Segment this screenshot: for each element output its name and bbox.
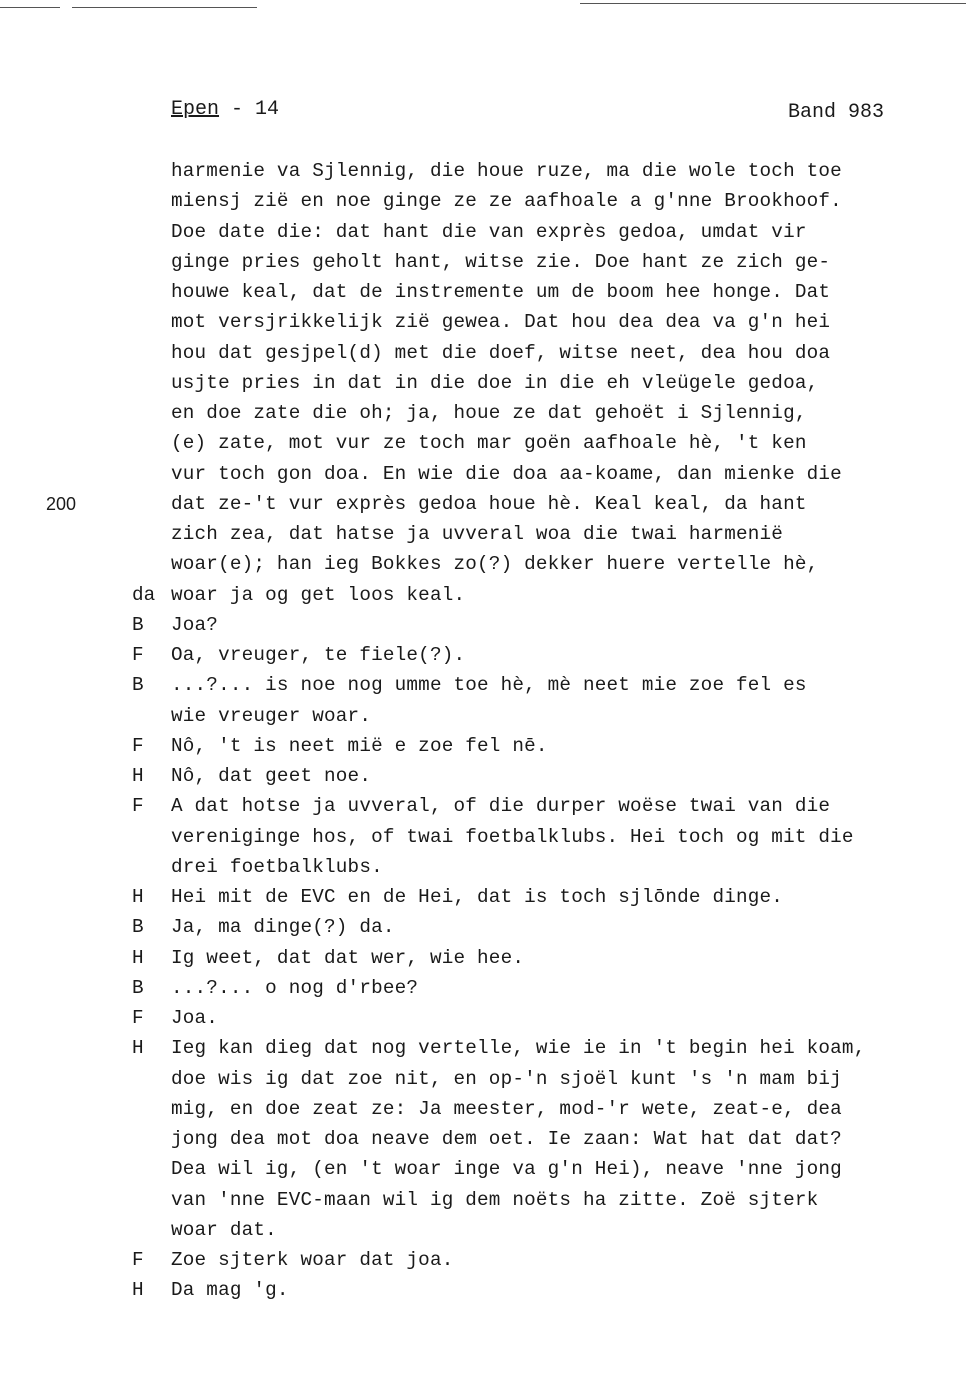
transcript-line: hou dat gesjpel(d) met die doef, witse neet, dea hou doa (171, 341, 831, 364)
transcript-line: jong dea mot doa neave dem oet. Ie zaan: Wat hat dat dat? (171, 1128, 842, 1150)
speaker-label: F (132, 644, 144, 666)
transcript-line: Ig weet, dat dat wer, wie hee. (171, 946, 525, 969)
transcript-line: Dea wil ig, (en 't woar inge va g'n Hei), neave 'nne jong (171, 1158, 842, 1181)
margin-line-number: 200 (46, 494, 77, 514)
header-page-number: - 14 (219, 98, 280, 121)
transcript-line: ginge pries geholt hant, witse zie. Doe hant ze zich ge- (171, 250, 831, 273)
transcript-line: doe wis ig dat zoe nit, en op-'n sjoël kunt 's 'n mam bij (171, 1067, 842, 1090)
speaker-label: H (132, 886, 144, 908)
transcript-line: Nô, 't is neet mië e zoe fel nē. (171, 734, 548, 757)
transcript-line: A dat hotse ja uvveral, of die durper woëse twai van die (171, 795, 831, 818)
transcript-line: drei foetbalklubs. (171, 855, 383, 878)
top-rule-middle (72, 7, 257, 8)
transcript-line: miensj zië en noe ginge ze ze aafhoale a g'nne Brookhoof. (171, 190, 842, 213)
speaker-label: H (132, 1279, 144, 1302)
transcript-line: Joa? (171, 613, 219, 636)
transcript-line: harmenie va Sjlennig, die houe ruze, ma die wole toch toe (171, 160, 842, 182)
speaker-label: B (132, 976, 144, 999)
speaker-label: F (132, 1249, 144, 1271)
speaker-label: B (132, 613, 144, 636)
transcript-line: en doe zate die oh; ja, houe ze dat gehoët i Sjlennig, (171, 402, 807, 424)
transcript-line: vur toch gon doa. En wie die doa aa-koame, dan mienke die (171, 462, 842, 485)
speaker-label: H (132, 765, 144, 787)
transcript-line: houwe keal, dat de instremente um de boom hee honge. Dat (171, 281, 831, 303)
top-rule-left (0, 7, 60, 8)
transcript-line: Ja, ma dinge(?) da. (171, 916, 395, 939)
speaker-label: B (132, 916, 144, 939)
transcript-line: ...?... is noe nog umme toe hè, mè neet mie zoe fel es (171, 674, 807, 697)
speaker-label: H (132, 946, 144, 969)
speaker-label: da (132, 583, 156, 606)
transcript-line: mig, en doe zeat ze: Ja meester, mod-'r wete, zeat-e, dea (171, 1097, 842, 1120)
speaker-label: H (132, 1037, 144, 1060)
transcript-line: ...?... o nog d'rbee? (171, 976, 419, 999)
transcript-line: Joa. (171, 1007, 219, 1029)
transcript-line: mot versjrikkelijk zië gewea. Dat hou dea dea va g'n hei (171, 311, 831, 334)
transcript-line: zich zea, dat hatse ja uvveral woa die twai harmenië (171, 523, 784, 545)
speaker-label: F (132, 734, 144, 757)
transcript-line: van 'nne EVC-maan wil ig dem noëts ha zitte. Zoë sjterk (171, 1188, 819, 1211)
page-header-right: Band 983 (788, 101, 885, 124)
transcript-line: vereniginge hos, of twai foetbalklubs. Hei toch og mit die (171, 825, 854, 848)
transcript-line: Doe date die: dat hant die van exprès gedoa, umdat vir (171, 220, 807, 243)
transcript-line: dat ze-'t vur exprès gedoa houe hè. Keal keal, da hant (171, 492, 807, 515)
transcript-line: Da mag 'g. (171, 1279, 289, 1302)
transcript-line: Hei mit de EVC en de Hei, dat is toch sjlōnde dinge. (171, 886, 784, 908)
speaker-label: F (132, 795, 144, 818)
transcript-line: woar dat. (171, 1218, 277, 1241)
transcript-line: Ieg kan dieg dat nog vertelle, wie ie in 't begin hei koam, (171, 1037, 866, 1060)
header-title: Epen (171, 98, 220, 121)
transcript-line: woar(e); han ieg Bokkes zo(?) dekker huere vertelle hè, (171, 553, 819, 576)
transcript-line: woar ja og get loos keal. (171, 583, 466, 606)
speaker-label: F (132, 1007, 144, 1029)
transcript-line: wie vreuger woar. (171, 704, 372, 727)
transcript-line: (e) zate, mot vur ze toch mar goën aafhoale hè, 't ken (171, 432, 807, 455)
transcript-line: Oa, vreuger, te fiele(?). (171, 644, 466, 666)
top-rule-right (580, 3, 966, 4)
speaker-label: B (132, 674, 144, 697)
page-header-left (171, 98, 279, 121)
transcript-line: Nô, dat geet noe. (171, 765, 372, 787)
transcript-line: usjte pries in dat in die doe in die eh vleügele gedoa, (171, 371, 819, 394)
transcript-line: Zoe sjterk woar dat joa. (171, 1249, 454, 1271)
